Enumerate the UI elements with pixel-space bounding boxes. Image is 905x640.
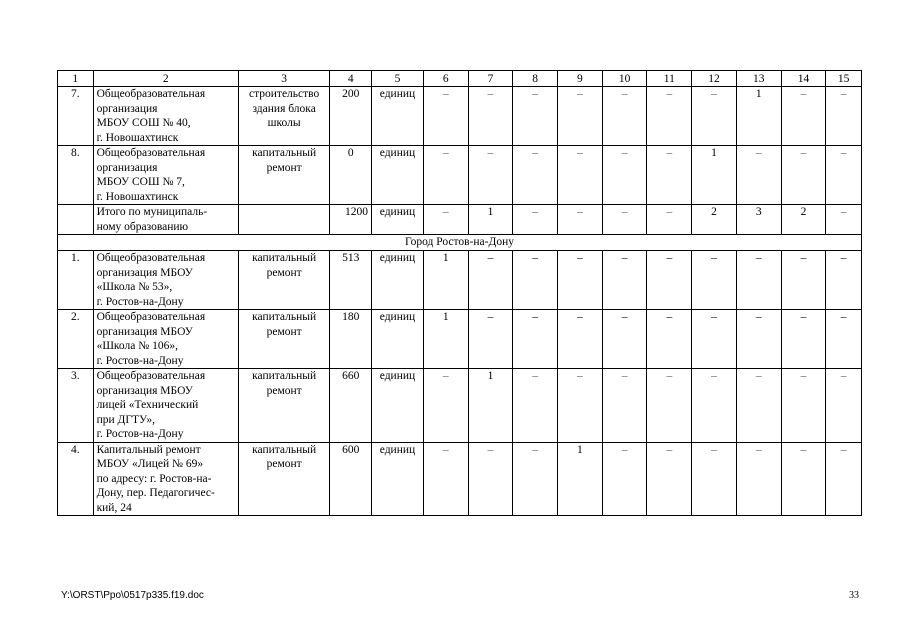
column-header: 1 [58,71,94,87]
year-cell: – [468,146,513,205]
cell-line: лицей «Технический [96,399,199,411]
cell-line: г. Ростов-на-Дону [96,354,184,367]
row-number: 4. [58,442,94,516]
cell-line: капитальный [252,147,317,159]
year-cell: – [513,369,558,443]
year-cell: 2 [692,205,737,235]
year-cell: – [602,442,647,516]
year-cell: – [781,87,826,146]
cell-line: капитальный [252,252,317,264]
unit: единиц [372,251,424,310]
cell-line: «Школа № 106», [96,340,178,352]
year-cell: – [781,251,826,310]
year-cell: – [602,369,647,443]
object-name [93,442,238,516]
column-header: 2 [93,71,238,87]
work-type [238,251,329,310]
cell-line: организация МБОУ [96,325,193,338]
cell-line: организация МБОУ [96,266,193,279]
year-cell: – [423,442,468,516]
cell-line: ремонт [266,384,302,397]
cell-line: Общеобразовательная [96,252,206,264]
year-cell: – [736,251,781,310]
cell-line: г. Новошахтинск [96,190,179,203]
work-type [238,442,329,516]
year-cell: – [468,310,513,369]
table-row [58,146,862,205]
year-cell: – [781,442,826,516]
column-header: 10 [602,71,647,87]
year-cell: – [558,251,603,310]
year-cell: 1 [468,205,513,235]
year-cell: – [692,442,737,516]
cell-line: кий, 24 [96,501,132,514]
object-name [93,369,238,443]
year-cell: – [423,87,468,146]
header-row [58,71,862,87]
year-cell: – [602,310,647,369]
year-cell: – [558,146,603,205]
column-header: 11 [647,71,692,87]
year-cell: – [692,87,737,146]
cell-line: Итого по муниципаль- [96,206,208,218]
column-header: 14 [781,71,826,87]
cell-line: г. Новошахтинск [96,131,179,144]
year-cell: – [602,146,647,205]
year-cell: – [513,146,558,205]
year-cell: 2 [781,205,826,235]
cell-line: капитальный [252,311,317,323]
cell-line: Дону, пер. Педагогичес- [96,487,215,499]
cell-line: капитальный [252,443,317,456]
cell-line: Общеобразовательная [96,147,206,159]
year-cell: – [826,369,862,443]
column-header: 5 [372,71,424,87]
year-cell: – [647,251,692,310]
year-cell: – [826,442,862,516]
object-name [93,251,238,310]
year-cell: – [692,251,737,310]
year-cell: – [736,310,781,369]
column-header: 7 [468,71,513,87]
year-cell: – [602,251,647,310]
total-label [93,205,238,235]
cell-line: организация МБОУ [96,384,193,397]
year-cell: – [736,442,781,516]
column-header: 15 [826,71,862,87]
year-cell: – [558,369,603,443]
row-number [58,205,94,235]
column-header: 13 [736,71,781,87]
column-header: 6 [423,71,468,87]
unit: единиц [372,87,424,146]
year-cell: – [826,310,862,369]
row-number: 7. [58,87,94,146]
column-header: 4 [330,71,372,87]
row-number: 3. [58,369,94,443]
unit: единиц [372,310,424,369]
year-cell: 1 [736,87,781,146]
quantity: 180 [330,310,372,369]
work-type [238,369,329,443]
row-number: 1. [58,251,94,310]
year-cell: 3 [736,205,781,235]
work-type [238,205,329,235]
cell-line: ремонт [266,325,302,338]
year-cell: – [647,369,692,443]
unit: единиц [372,442,424,516]
table-row [58,251,862,310]
unit: единиц [372,369,424,443]
year-cell: – [423,369,468,443]
quantity: 1200 [330,205,372,235]
quantity: 0 [330,146,372,205]
year-cell: – [558,205,603,235]
year-cell: 1 [692,146,737,205]
table-row [58,442,862,516]
cell-line: школы [267,117,301,129]
unit: единиц [372,146,424,205]
cell-line: МБОУ СОШ № 7, [96,176,185,188]
column-header: 3 [238,71,329,87]
cell-line: г. Ростов-на-Дону [96,428,184,440]
year-cell: – [513,442,558,516]
cell-line: ремонт [266,458,302,470]
cell-line: Общеобразовательная [96,88,206,100]
cell-line: Капитальный ремонт [96,443,201,456]
year-cell: – [513,205,558,235]
year-cell: 1 [423,310,468,369]
object-name [93,146,238,205]
year-cell: – [826,251,862,310]
page-number: 33 [849,590,859,601]
work-type [238,146,329,205]
year-cell: – [826,87,862,146]
object-name [93,310,238,369]
cell-line: по адресу: г. Ростов-на- [96,472,212,485]
quantity: 600 [330,442,372,516]
year-cell: – [692,369,737,443]
work-type [238,310,329,369]
table-row [58,87,862,146]
year-cell: – [558,87,603,146]
year-cell: – [736,369,781,443]
year-cell: – [647,310,692,369]
row-number: 2. [58,310,94,369]
object-name [93,87,238,146]
data-table [57,70,862,516]
year-cell: – [468,87,513,146]
cell-line: г. Ростов-на-Дону [96,295,184,308]
cell-line: МБОУ СОШ № 40, [96,117,191,129]
total-row [58,205,862,235]
cell-line: Общеобразовательная [96,370,206,382]
year-cell: – [513,87,558,146]
city-title: Город Ростов-на-Дону [58,235,862,251]
year-cell: – [513,310,558,369]
cell-line: капитальный [252,370,317,382]
row-number: 8. [58,146,94,205]
year-cell: – [826,205,862,235]
year-cell: – [736,146,781,205]
year-cell: – [423,205,468,235]
quantity: 513 [330,251,372,310]
year-cell: – [423,146,468,205]
cell-line: строительство [249,88,320,100]
year-cell: – [826,146,862,205]
year-cell: – [781,310,826,369]
cell-line: ному образованию [96,220,189,233]
year-cell: – [647,442,692,516]
table-row [58,310,862,369]
year-cell: 1 [558,442,603,516]
year-cell: – [781,146,826,205]
year-cell: – [558,310,603,369]
unit: единиц [372,205,424,235]
cell-line: при ДГТУ», [96,413,156,426]
year-cell: – [513,251,558,310]
year-cell: 1 [423,251,468,310]
year-cell: – [647,87,692,146]
column-header: 12 [692,71,737,87]
cell-line: МБОУ «Лицей № 69» [96,458,204,470]
year-cell: – [602,87,647,146]
cell-line: ремонт [266,266,302,279]
column-header: 8 [513,71,558,87]
footer-file-path: Y:\ORST\Ppo\0517p335.f19.doc [61,590,204,601]
year-cell: – [602,205,647,235]
table-row [58,369,862,443]
city-row [58,235,862,251]
quantity: 200 [330,87,372,146]
year-cell: – [647,146,692,205]
cell-line: организация [96,102,158,115]
year-cell: – [692,310,737,369]
quantity: 660 [330,369,372,443]
cell-line: Общеобразовательная [96,311,206,323]
cell-line: организация [96,161,158,174]
year-cell: – [781,369,826,443]
cell-line: здания блока [252,102,316,115]
cell-line: «Школа № 53», [96,281,173,293]
year-cell: – [468,251,513,310]
year-cell: 1 [468,369,513,443]
cell-line: ремонт [266,161,302,174]
work-type [238,87,329,146]
year-cell: – [647,205,692,235]
column-header: 9 [558,71,603,87]
year-cell: – [468,442,513,516]
